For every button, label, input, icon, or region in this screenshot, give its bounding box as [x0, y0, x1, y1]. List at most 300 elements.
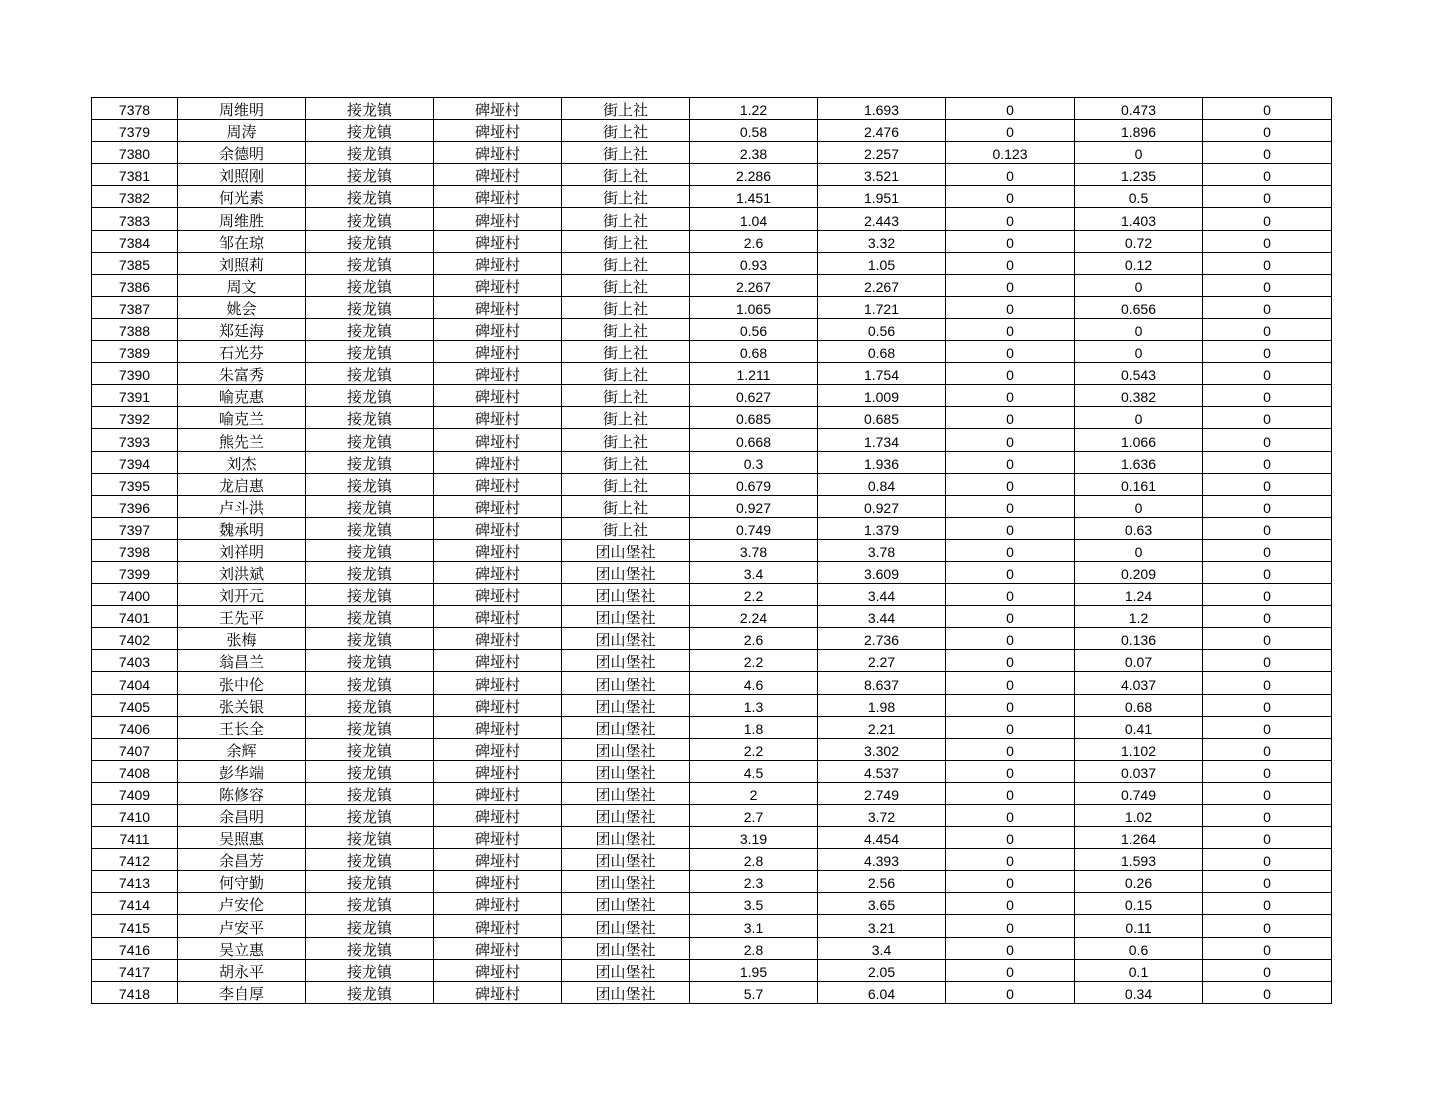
table-row [92, 385, 1332, 407]
name-cell: 喻克惠 [178, 385, 306, 407]
value-cell-2: 2.476 [818, 120, 946, 142]
town-cell: 接龙镇 [306, 849, 434, 871]
value-cell-4: 0 [1075, 142, 1203, 164]
table-row [92, 672, 1332, 694]
town-cell: 接龙镇 [306, 230, 434, 252]
village-cell: 碑垭村 [434, 318, 562, 340]
group-cell: 团山堡社 [562, 782, 690, 804]
group-cell: 团山堡社 [562, 937, 690, 959]
value-cell-5: 0 [1203, 561, 1332, 583]
group-cell: 团山堡社 [562, 893, 690, 915]
value-cell-3: 0 [946, 760, 1075, 782]
value-cell-3: 0 [946, 120, 1075, 142]
value-cell-1: 4.5 [690, 760, 818, 782]
value-cell-2: 2.27 [818, 650, 946, 672]
group-cell: 团山堡社 [562, 606, 690, 628]
value-cell-4: 0.34 [1075, 981, 1203, 1003]
id-cell: 7409 [92, 782, 178, 804]
name-cell: 刘照刚 [178, 164, 306, 186]
value-cell-1: 2.2 [690, 650, 818, 672]
table-row [92, 937, 1332, 959]
value-cell-4: 0.07 [1075, 650, 1203, 672]
town-cell: 接龙镇 [306, 341, 434, 363]
value-cell-2: 3.44 [818, 584, 946, 606]
value-cell-2: 3.302 [818, 738, 946, 760]
value-cell-5: 0 [1203, 716, 1332, 738]
table-row [92, 782, 1332, 804]
name-cell: 邹在琼 [178, 230, 306, 252]
value-cell-5: 0 [1203, 694, 1332, 716]
value-cell-5: 0 [1203, 385, 1332, 407]
value-cell-4: 4.037 [1075, 672, 1203, 694]
table-row [92, 849, 1332, 871]
name-cell: 刘照莉 [178, 252, 306, 274]
value-cell-2: 3.72 [818, 805, 946, 827]
value-cell-1: 2 [690, 782, 818, 804]
id-cell: 7408 [92, 760, 178, 782]
name-cell: 张梅 [178, 628, 306, 650]
village-cell: 碑垭村 [434, 208, 562, 230]
town-cell: 接龙镇 [306, 142, 434, 164]
group-cell: 街上社 [562, 208, 690, 230]
town-cell: 接龙镇 [306, 584, 434, 606]
group-cell: 街上社 [562, 274, 690, 296]
town-cell: 接龙镇 [306, 363, 434, 385]
group-cell: 团山堡社 [562, 805, 690, 827]
value-cell-3: 0 [946, 650, 1075, 672]
group-cell: 街上社 [562, 517, 690, 539]
value-cell-1: 3.78 [690, 539, 818, 561]
table-row [92, 274, 1332, 296]
value-cell-1: 0.685 [690, 407, 818, 429]
value-cell-1: 3.19 [690, 827, 818, 849]
table-row [92, 142, 1332, 164]
group-cell: 街上社 [562, 429, 690, 451]
village-cell: 碑垭村 [434, 672, 562, 694]
village-cell: 碑垭村 [434, 937, 562, 959]
town-cell: 接龙镇 [306, 716, 434, 738]
value-cell-3: 0 [946, 827, 1075, 849]
name-cell: 吴立惠 [178, 937, 306, 959]
name-cell: 周维明 [178, 98, 306, 120]
town-cell: 接龙镇 [306, 407, 434, 429]
name-cell: 朱富秀 [178, 363, 306, 385]
value-cell-2: 3.21 [818, 915, 946, 937]
table-row [92, 827, 1332, 849]
value-cell-1: 0.679 [690, 473, 818, 495]
village-cell: 碑垭村 [434, 871, 562, 893]
table-row [92, 164, 1332, 186]
value-cell-4: 0.12 [1075, 252, 1203, 274]
value-cell-4: 0.15 [1075, 893, 1203, 915]
town-cell: 接龙镇 [306, 738, 434, 760]
village-cell: 碑垭村 [434, 606, 562, 628]
value-cell-3: 0 [946, 805, 1075, 827]
town-cell: 接龙镇 [306, 959, 434, 981]
value-cell-5: 0 [1203, 650, 1332, 672]
village-cell: 碑垭村 [434, 805, 562, 827]
value-cell-5: 0 [1203, 407, 1332, 429]
value-cell-2: 1.05 [818, 252, 946, 274]
table-row [92, 186, 1332, 208]
village-cell: 碑垭村 [434, 495, 562, 517]
id-cell: 7393 [92, 429, 178, 451]
village-cell: 碑垭村 [434, 451, 562, 473]
group-cell: 街上社 [562, 252, 690, 274]
village-cell: 碑垭村 [434, 296, 562, 318]
village-cell: 碑垭村 [434, 981, 562, 1003]
town-cell: 接龙镇 [306, 650, 434, 672]
value-cell-1: 1.22 [690, 98, 818, 120]
value-cell-3: 0 [946, 98, 1075, 120]
table-row [92, 893, 1332, 915]
value-cell-2: 1.754 [818, 363, 946, 385]
value-cell-1: 2.8 [690, 937, 818, 959]
value-cell-5: 0 [1203, 893, 1332, 915]
value-cell-3: 0.123 [946, 142, 1075, 164]
town-cell: 接龙镇 [306, 208, 434, 230]
value-cell-3: 0 [946, 849, 1075, 871]
group-cell: 团山堡社 [562, 849, 690, 871]
value-cell-1: 3.5 [690, 893, 818, 915]
value-cell-2: 2.05 [818, 959, 946, 981]
value-cell-3: 0 [946, 517, 1075, 539]
value-cell-4: 0 [1075, 274, 1203, 296]
table-row [92, 694, 1332, 716]
table-row [92, 539, 1332, 561]
value-cell-4: 0.6 [1075, 937, 1203, 959]
value-cell-2: 2.749 [818, 782, 946, 804]
value-cell-5: 0 [1203, 296, 1332, 318]
value-cell-2: 1.721 [818, 296, 946, 318]
group-cell: 街上社 [562, 296, 690, 318]
id-cell: 7406 [92, 716, 178, 738]
name-cell: 卢安平 [178, 915, 306, 937]
name-cell: 翁昌兰 [178, 650, 306, 672]
name-cell: 余昌明 [178, 805, 306, 827]
value-cell-1: 3.4 [690, 561, 818, 583]
value-cell-4: 0.161 [1075, 473, 1203, 495]
name-cell: 刘开元 [178, 584, 306, 606]
value-cell-1: 3.1 [690, 915, 818, 937]
value-cell-3: 0 [946, 429, 1075, 451]
value-cell-4: 1.235 [1075, 164, 1203, 186]
value-cell-5: 0 [1203, 539, 1332, 561]
village-cell: 碑垭村 [434, 760, 562, 782]
id-cell: 7386 [92, 274, 178, 296]
village-cell: 碑垭村 [434, 98, 562, 120]
value-cell-2: 6.04 [818, 981, 946, 1003]
name-cell: 周维胜 [178, 208, 306, 230]
value-cell-5: 0 [1203, 672, 1332, 694]
value-cell-2: 2.736 [818, 628, 946, 650]
name-cell: 陈修容 [178, 782, 306, 804]
village-cell: 碑垭村 [434, 363, 562, 385]
village-cell: 碑垭村 [434, 142, 562, 164]
table-row [92, 981, 1332, 1003]
value-cell-2: 3.78 [818, 539, 946, 561]
value-cell-1: 0.927 [690, 495, 818, 517]
id-cell: 7395 [92, 473, 178, 495]
value-cell-2: 3.4 [818, 937, 946, 959]
name-cell: 刘杰 [178, 451, 306, 473]
table-row [92, 760, 1332, 782]
name-cell: 王长全 [178, 716, 306, 738]
town-cell: 接龙镇 [306, 517, 434, 539]
group-cell: 街上社 [562, 98, 690, 120]
value-cell-4: 0.473 [1075, 98, 1203, 120]
table-row [92, 584, 1332, 606]
id-cell: 7378 [92, 98, 178, 120]
value-cell-3: 0 [946, 296, 1075, 318]
value-cell-5: 0 [1203, 805, 1332, 827]
value-cell-4: 0.543 [1075, 363, 1203, 385]
value-cell-2: 3.32 [818, 230, 946, 252]
value-cell-3: 0 [946, 495, 1075, 517]
name-cell: 刘洪斌 [178, 561, 306, 583]
value-cell-4: 0.68 [1075, 694, 1203, 716]
village-cell: 碑垭村 [434, 893, 562, 915]
town-cell: 接龙镇 [306, 561, 434, 583]
group-cell: 街上社 [562, 451, 690, 473]
value-cell-4: 1.896 [1075, 120, 1203, 142]
value-cell-1: 2.2 [690, 738, 818, 760]
group-cell: 团山堡社 [562, 694, 690, 716]
id-cell: 7383 [92, 208, 178, 230]
data-table [91, 97, 1332, 1004]
value-cell-3: 0 [946, 606, 1075, 628]
group-cell: 团山堡社 [562, 959, 690, 981]
name-cell: 张中伦 [178, 672, 306, 694]
id-cell: 7418 [92, 981, 178, 1003]
group-cell: 街上社 [562, 385, 690, 407]
name-cell: 彭华端 [178, 760, 306, 782]
value-cell-4: 0.63 [1075, 517, 1203, 539]
group-cell: 团山堡社 [562, 650, 690, 672]
id-cell: 7412 [92, 849, 178, 871]
town-cell: 接龙镇 [306, 539, 434, 561]
id-cell: 7391 [92, 385, 178, 407]
group-cell: 团山堡社 [562, 871, 690, 893]
group-cell: 团山堡社 [562, 716, 690, 738]
group-cell: 团山堡社 [562, 561, 690, 583]
value-cell-2: 3.521 [818, 164, 946, 186]
value-cell-1: 4.6 [690, 672, 818, 694]
id-cell: 7405 [92, 694, 178, 716]
table-row [92, 208, 1332, 230]
value-cell-1: 2.286 [690, 164, 818, 186]
table-row [92, 429, 1332, 451]
id-cell: 7394 [92, 451, 178, 473]
village-cell: 碑垭村 [434, 915, 562, 937]
value-cell-5: 0 [1203, 495, 1332, 517]
group-cell: 街上社 [562, 142, 690, 164]
value-cell-1: 0.68 [690, 341, 818, 363]
value-cell-2: 2.56 [818, 871, 946, 893]
id-cell: 7417 [92, 959, 178, 981]
id-cell: 7389 [92, 341, 178, 363]
town-cell: 接龙镇 [306, 937, 434, 959]
town-cell: 接龙镇 [306, 871, 434, 893]
village-cell: 碑垭村 [434, 738, 562, 760]
value-cell-4: 0.209 [1075, 561, 1203, 583]
value-cell-5: 0 [1203, 849, 1332, 871]
value-cell-3: 0 [946, 407, 1075, 429]
town-cell: 接龙镇 [306, 805, 434, 827]
value-cell-2: 3.609 [818, 561, 946, 583]
group-cell: 团山堡社 [562, 760, 690, 782]
table-row [92, 451, 1332, 473]
name-cell: 周涛 [178, 120, 306, 142]
town-cell: 接龙镇 [306, 827, 434, 849]
name-cell: 何光素 [178, 186, 306, 208]
id-cell: 7387 [92, 296, 178, 318]
value-cell-4: 0 [1075, 539, 1203, 561]
name-cell: 姚会 [178, 296, 306, 318]
name-cell: 魏承明 [178, 517, 306, 539]
value-cell-3: 0 [946, 584, 1075, 606]
town-cell: 接龙镇 [306, 694, 434, 716]
value-cell-3: 0 [946, 164, 1075, 186]
value-cell-1: 1.3 [690, 694, 818, 716]
name-cell: 李自厚 [178, 981, 306, 1003]
value-cell-3: 0 [946, 915, 1075, 937]
group-cell: 街上社 [562, 407, 690, 429]
value-cell-1: 0.56 [690, 318, 818, 340]
value-cell-4: 1.066 [1075, 429, 1203, 451]
value-cell-4: 1.02 [1075, 805, 1203, 827]
value-cell-4: 1.24 [1075, 584, 1203, 606]
table-row [92, 915, 1332, 937]
town-cell: 接龙镇 [306, 606, 434, 628]
value-cell-5: 0 [1203, 606, 1332, 628]
value-cell-3: 0 [946, 893, 1075, 915]
value-cell-2: 2.21 [818, 716, 946, 738]
table-row [92, 871, 1332, 893]
id-cell: 7407 [92, 738, 178, 760]
value-cell-2: 1.693 [818, 98, 946, 120]
id-cell: 7396 [92, 495, 178, 517]
name-cell: 胡永平 [178, 959, 306, 981]
group-cell: 团山堡社 [562, 827, 690, 849]
id-cell: 7416 [92, 937, 178, 959]
value-cell-3: 0 [946, 363, 1075, 385]
value-cell-5: 0 [1203, 164, 1332, 186]
id-cell: 7397 [92, 517, 178, 539]
town-cell: 接龙镇 [306, 98, 434, 120]
table-row [92, 561, 1332, 583]
name-cell: 喻克兰 [178, 407, 306, 429]
value-cell-5: 0 [1203, 120, 1332, 142]
value-cell-5: 0 [1203, 827, 1332, 849]
value-cell-3: 0 [946, 385, 1075, 407]
value-cell-3: 0 [946, 318, 1075, 340]
value-cell-2: 1.379 [818, 517, 946, 539]
value-cell-2: 1.734 [818, 429, 946, 451]
value-cell-1: 2.2 [690, 584, 818, 606]
value-cell-2: 4.454 [818, 827, 946, 849]
village-cell: 碑垭村 [434, 429, 562, 451]
table-row [92, 716, 1332, 738]
value-cell-3: 0 [946, 981, 1075, 1003]
value-cell-4: 0.037 [1075, 760, 1203, 782]
table-row [92, 495, 1332, 517]
value-cell-5: 0 [1203, 318, 1332, 340]
value-cell-5: 0 [1203, 584, 1332, 606]
value-cell-5: 0 [1203, 142, 1332, 164]
id-cell: 7399 [92, 561, 178, 583]
village-cell: 碑垭村 [434, 849, 562, 871]
group-cell: 团山堡社 [562, 915, 690, 937]
table-row [92, 407, 1332, 429]
value-cell-2: 0.84 [818, 473, 946, 495]
value-cell-4: 0.41 [1075, 716, 1203, 738]
id-cell: 7398 [92, 539, 178, 561]
town-cell: 接龙镇 [306, 120, 434, 142]
value-cell-1: 5.7 [690, 981, 818, 1003]
name-cell: 余昌芳 [178, 849, 306, 871]
name-cell: 卢斗洪 [178, 495, 306, 517]
table-row [92, 296, 1332, 318]
value-cell-4: 0.749 [1075, 782, 1203, 804]
group-cell: 街上社 [562, 318, 690, 340]
value-cell-3: 0 [946, 782, 1075, 804]
value-cell-1: 0.627 [690, 385, 818, 407]
value-cell-3: 0 [946, 561, 1075, 583]
value-cell-1: 2.6 [690, 230, 818, 252]
group-cell: 团山堡社 [562, 738, 690, 760]
name-cell: 郑廷海 [178, 318, 306, 340]
value-cell-2: 1.951 [818, 186, 946, 208]
village-cell: 碑垭村 [434, 694, 562, 716]
table-row [92, 363, 1332, 385]
group-cell: 街上社 [562, 341, 690, 363]
value-cell-2: 8.637 [818, 672, 946, 694]
value-cell-5: 0 [1203, 274, 1332, 296]
id-cell: 7392 [92, 407, 178, 429]
value-cell-4: 0.382 [1075, 385, 1203, 407]
value-cell-5: 0 [1203, 915, 1332, 937]
village-cell: 碑垭村 [434, 517, 562, 539]
id-cell: 7379 [92, 120, 178, 142]
table-row [92, 318, 1332, 340]
value-cell-2: 1.009 [818, 385, 946, 407]
value-cell-2: 2.257 [818, 142, 946, 164]
village-cell: 碑垭村 [434, 782, 562, 804]
town-cell: 接龙镇 [306, 628, 434, 650]
value-cell-3: 0 [946, 186, 1075, 208]
id-cell: 7414 [92, 893, 178, 915]
table-row [92, 120, 1332, 142]
id-cell: 7380 [92, 142, 178, 164]
value-cell-2: 3.65 [818, 893, 946, 915]
value-cell-3: 0 [946, 451, 1075, 473]
value-cell-4: 1.636 [1075, 451, 1203, 473]
value-cell-3: 0 [946, 230, 1075, 252]
value-cell-5: 0 [1203, 208, 1332, 230]
group-cell: 团山堡社 [562, 672, 690, 694]
village-cell: 碑垭村 [434, 385, 562, 407]
value-cell-3: 0 [946, 274, 1075, 296]
value-cell-5: 0 [1203, 517, 1332, 539]
value-cell-4: 0.26 [1075, 871, 1203, 893]
name-cell: 周文 [178, 274, 306, 296]
value-cell-5: 0 [1203, 186, 1332, 208]
village-cell: 碑垭村 [434, 584, 562, 606]
value-cell-4: 0.11 [1075, 915, 1203, 937]
table-row [92, 805, 1332, 827]
table-row [92, 473, 1332, 495]
